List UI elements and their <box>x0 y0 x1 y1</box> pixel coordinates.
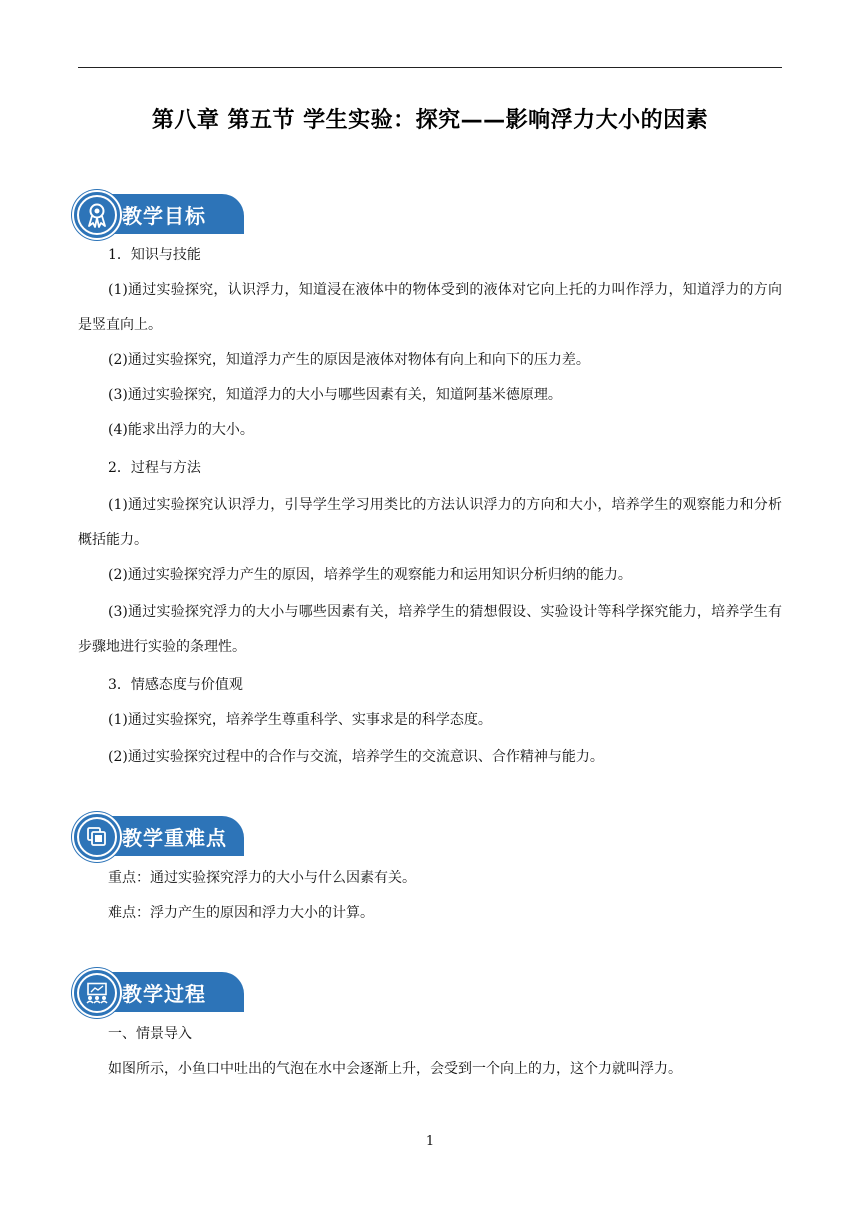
section-title-key-points: 教学重难点 <box>122 826 227 850</box>
objective-heading-1: 1．知识与技能 <box>108 247 201 263</box>
objective-item: (2)通过实验探究，知道浮力产生的原因是液体对物体有向上和向下的压力差。 <box>108 352 590 368</box>
section-header-process <box>72 968 244 1016</box>
objective-item: (4)能求出浮力的大小。 <box>108 422 254 438</box>
header-rule <box>78 67 782 68</box>
key-point-item: 重点：通过实验探究浮力的大小与什么因素有关。 <box>108 870 416 886</box>
section-title-objectives: 教学目标 <box>122 204 206 228</box>
process-heading: 一、情景导入 <box>108 1026 192 1042</box>
objective-item: (3)通过实验探究浮力的大小与哪些因素有关，培养学生的猜想假设、实验设计等科学探究能力，培养学生有步骤地进行实验的条理性。 <box>78 604 782 655</box>
section-header-objectives <box>72 190 244 238</box>
objective-item: (2)通过实验探究过程中的合作与交流，培养学生的交流意识、合作精神与能力。 <box>108 749 604 765</box>
process-item: 如图所示，小鱼口中吐出的气泡在水中会逐渐上升，会受到一个向上的力，这个力就叫浮力。 <box>108 1061 682 1077</box>
objective-item: (1)通过实验探究认识浮力，引导学生学习用类比的方法认识浮力的方向和大小，培养学生的观察能力和分析概括能力。 <box>78 497 782 548</box>
objective-item: (2)通过实验探究浮力产生的原因，培养学生的观察能力和运用知识分析归纳的能力。 <box>108 567 632 583</box>
section-header-key-points <box>72 812 244 860</box>
stacked-cards-icon <box>72 812 122 862</box>
objective-heading-2: 2．过程与方法 <box>108 460 201 476</box>
award-ribbon-icon <box>72 190 122 240</box>
objective-item: (1)通过实验探究，培养学生尊重科学、实事求是的科学态度。 <box>108 712 492 728</box>
page-title: 第八章 第五节 学生实验：探究——影响浮力大小的因素 <box>151 108 709 133</box>
page-number: 1 <box>425 1134 435 1149</box>
presentation-board-icon <box>72 968 122 1018</box>
objective-item: (1)通过实验探究，认识浮力，知道浸在液体中的物体受到的液体对它向上托的力叫作浮力，知道浮力的方向是竖直向上。 <box>78 282 782 333</box>
section-title-process: 教学过程 <box>122 982 206 1006</box>
objective-item: (3)通过实验探究，知道浮力的大小与哪些因素有关，知道阿基米德原理。 <box>108 387 562 403</box>
difficulty-item: 难点：浮力产生的原因和浮力大小的计算。 <box>108 905 374 921</box>
objective-heading-3: 3．情感态度与价值观 <box>108 677 243 693</box>
